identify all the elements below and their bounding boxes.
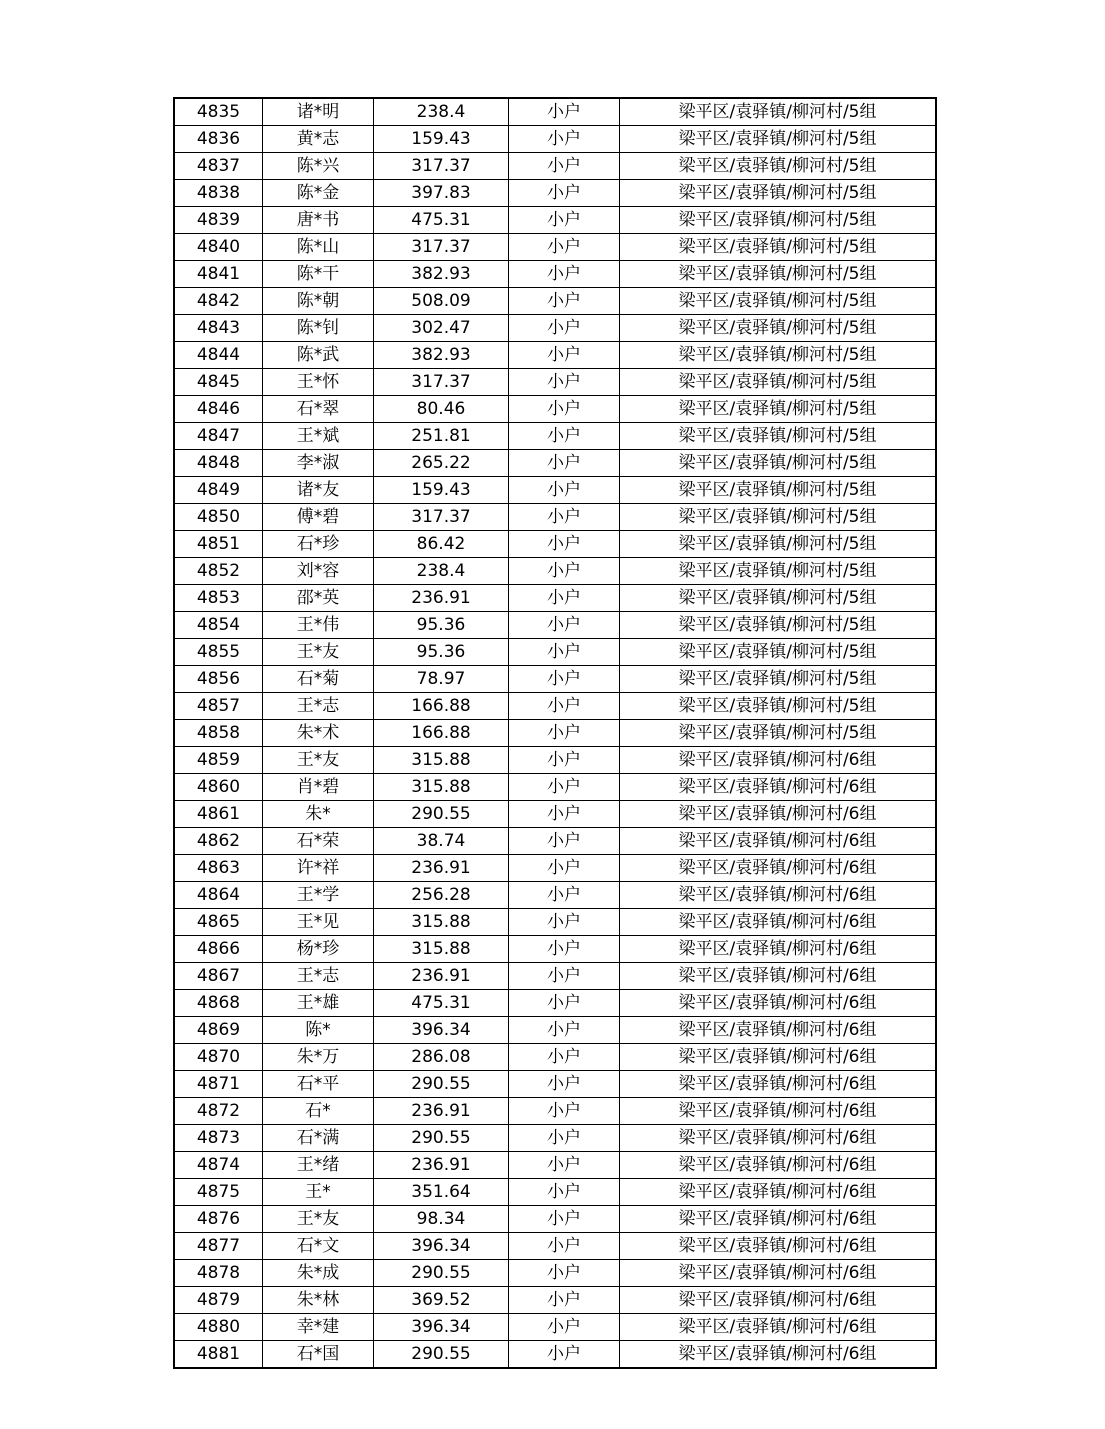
household-type-cell: 小户 (509, 98, 620, 126)
table-row (174, 126, 936, 153)
name-cell: 石*菊 (263, 666, 374, 693)
household-type-cell: 小户 (509, 1098, 620, 1125)
record-id-cell: 4860 (174, 774, 263, 801)
name-cell: 诸*友 (263, 477, 374, 504)
location-cell: 梁平区/袁驿镇/柳河村/6组 (620, 1233, 937, 1260)
name-cell: 王*怀 (263, 369, 374, 396)
household-type-cell: 小户 (509, 126, 620, 153)
location-cell: 梁平区/袁驿镇/柳河村/6组 (620, 1206, 937, 1233)
amount-cell: 290.55 (374, 1260, 509, 1287)
name-cell: 王*学 (263, 882, 374, 909)
name-cell: 王*友 (263, 747, 374, 774)
name-cell: 黄*志 (263, 126, 374, 153)
table-row (174, 1044, 936, 1071)
amount-cell: 475.31 (374, 207, 509, 234)
name-cell: 石*翠 (263, 396, 374, 423)
record-id-cell: 4859 (174, 747, 263, 774)
household-type-cell: 小户 (509, 477, 620, 504)
name-cell: 陈*干 (263, 261, 374, 288)
household-type-cell: 小户 (509, 504, 620, 531)
name-cell: 陈*钊 (263, 315, 374, 342)
household-type-cell: 小户 (509, 855, 620, 882)
record-id-cell: 4838 (174, 180, 263, 207)
amount-cell: 95.36 (374, 639, 509, 666)
table-row (174, 261, 936, 288)
location-cell: 梁平区/袁驿镇/柳河村/5组 (620, 450, 937, 477)
location-cell: 梁平区/袁驿镇/柳河村/6组 (620, 1071, 937, 1098)
name-cell: 邵*英 (263, 585, 374, 612)
household-type-cell: 小户 (509, 1287, 620, 1314)
name-cell: 朱* (263, 801, 374, 828)
amount-cell: 236.91 (374, 855, 509, 882)
household-type-cell: 小户 (509, 288, 620, 315)
record-id-cell: 4846 (174, 396, 263, 423)
household-type-cell: 小户 (509, 693, 620, 720)
amount-cell: 95.36 (374, 612, 509, 639)
household-type-cell: 小户 (509, 801, 620, 828)
table-row (174, 369, 936, 396)
table-row (174, 1071, 936, 1098)
name-cell: 陈*朝 (263, 288, 374, 315)
household-type-cell: 小户 (509, 747, 620, 774)
record-id-cell: 4856 (174, 666, 263, 693)
household-type-cell: 小户 (509, 1152, 620, 1179)
amount-cell: 369.52 (374, 1287, 509, 1314)
amount-cell: 38.74 (374, 828, 509, 855)
location-cell: 梁平区/袁驿镇/柳河村/6组 (620, 1044, 937, 1071)
name-cell: 许*祥 (263, 855, 374, 882)
record-id-cell: 4871 (174, 1071, 263, 1098)
name-cell: 朱*成 (263, 1260, 374, 1287)
amount-cell: 290.55 (374, 1125, 509, 1152)
record-id-cell: 4867 (174, 963, 263, 990)
location-cell: 梁平区/袁驿镇/柳河村/5组 (620, 477, 937, 504)
household-type-cell: 小户 (509, 396, 620, 423)
name-cell: 王*志 (263, 963, 374, 990)
location-cell: 梁平区/袁驿镇/柳河村/6组 (620, 747, 937, 774)
location-cell: 梁平区/袁驿镇/柳河村/6组 (620, 936, 937, 963)
table-row (174, 855, 936, 882)
household-type-cell: 小户 (509, 558, 620, 585)
name-cell: 王*绪 (263, 1152, 374, 1179)
table-row (174, 207, 936, 234)
name-cell: 王*雄 (263, 990, 374, 1017)
table-row (174, 666, 936, 693)
name-cell: 石*满 (263, 1125, 374, 1152)
household-type-cell: 小户 (509, 936, 620, 963)
household-type-cell: 小户 (509, 1233, 620, 1260)
name-cell: 杨*珍 (263, 936, 374, 963)
location-cell: 梁平区/袁驿镇/柳河村/5组 (620, 315, 937, 342)
location-cell: 梁平区/袁驿镇/柳河村/6组 (620, 855, 937, 882)
household-type-cell: 小户 (509, 342, 620, 369)
household-type-cell: 小户 (509, 909, 620, 936)
record-id-cell: 4858 (174, 720, 263, 747)
amount-cell: 236.91 (374, 1098, 509, 1125)
record-id-cell: 4876 (174, 1206, 263, 1233)
location-cell: 梁平区/袁驿镇/柳河村/5组 (620, 180, 937, 207)
table-row (174, 1152, 936, 1179)
household-type-cell: 小户 (509, 1125, 620, 1152)
name-cell: 陈*武 (263, 342, 374, 369)
location-cell: 梁平区/袁驿镇/柳河村/5组 (620, 342, 937, 369)
table-row (174, 1341, 936, 1369)
name-cell: 石*荣 (263, 828, 374, 855)
household-type-cell: 小户 (509, 234, 620, 261)
name-cell: 王*伟 (263, 612, 374, 639)
location-cell: 梁平区/袁驿镇/柳河村/5组 (620, 396, 937, 423)
record-id-cell: 4845 (174, 369, 263, 396)
amount-cell: 238.4 (374, 98, 509, 126)
table-row (174, 531, 936, 558)
name-cell: 诸*明 (263, 98, 374, 126)
amount-cell: 238.4 (374, 558, 509, 585)
household-type-cell: 小户 (509, 666, 620, 693)
record-id-cell: 4854 (174, 612, 263, 639)
amount-cell: 290.55 (374, 801, 509, 828)
table-row (174, 1287, 936, 1314)
amount-cell: 382.93 (374, 342, 509, 369)
record-id-cell: 4835 (174, 98, 263, 126)
amount-cell: 315.88 (374, 936, 509, 963)
record-id-cell: 4870 (174, 1044, 263, 1071)
amount-cell: 317.37 (374, 504, 509, 531)
name-cell: 唐*书 (263, 207, 374, 234)
table-row (174, 639, 936, 666)
household-type-cell: 小户 (509, 720, 620, 747)
amount-cell: 290.55 (374, 1341, 509, 1369)
name-cell: 肖*碧 (263, 774, 374, 801)
amount-cell: 351.64 (374, 1179, 509, 1206)
location-cell: 梁平区/袁驿镇/柳河村/6组 (620, 774, 937, 801)
record-id-cell: 4847 (174, 423, 263, 450)
household-type-cell: 小户 (509, 531, 620, 558)
name-cell: 王*斌 (263, 423, 374, 450)
location-cell: 梁平区/袁驿镇/柳河村/6组 (620, 1341, 937, 1369)
table-row (174, 612, 936, 639)
amount-cell: 251.81 (374, 423, 509, 450)
location-cell: 梁平区/袁驿镇/柳河村/6组 (620, 1260, 937, 1287)
amount-cell: 80.46 (374, 396, 509, 423)
household-type-cell: 小户 (509, 1179, 620, 1206)
location-cell: 梁平区/袁驿镇/柳河村/5组 (620, 693, 937, 720)
name-cell: 王* (263, 1179, 374, 1206)
location-cell: 梁平区/袁驿镇/柳河村/5组 (620, 639, 937, 666)
record-id-cell: 4837 (174, 153, 263, 180)
record-id-cell: 4850 (174, 504, 263, 531)
amount-cell: 166.88 (374, 693, 509, 720)
household-type-cell: 小户 (509, 1260, 620, 1287)
location-cell: 梁平区/袁驿镇/柳河村/6组 (620, 801, 937, 828)
record-id-cell: 4866 (174, 936, 263, 963)
name-cell: 王*友 (263, 1206, 374, 1233)
name-cell: 刘*容 (263, 558, 374, 585)
amount-cell: 317.37 (374, 369, 509, 396)
name-cell: 石* (263, 1098, 374, 1125)
record-id-cell: 4852 (174, 558, 263, 585)
amount-cell: 236.91 (374, 1152, 509, 1179)
location-cell: 梁平区/袁驿镇/柳河村/5组 (620, 234, 937, 261)
record-id-cell: 4873 (174, 1125, 263, 1152)
location-cell: 梁平区/袁驿镇/柳河村/5组 (620, 126, 937, 153)
table-row (174, 1260, 936, 1287)
amount-cell: 396.34 (374, 1017, 509, 1044)
location-cell: 梁平区/袁驿镇/柳河村/6组 (620, 1017, 937, 1044)
table-row (174, 315, 936, 342)
record-id-cell: 4865 (174, 909, 263, 936)
amount-cell: 286.08 (374, 1044, 509, 1071)
table-row (174, 477, 936, 504)
household-type-cell: 小户 (509, 963, 620, 990)
name-cell: 石*国 (263, 1341, 374, 1369)
record-id-cell: 4840 (174, 234, 263, 261)
record-id-cell: 4855 (174, 639, 263, 666)
location-cell: 梁平区/袁驿镇/柳河村/5组 (620, 369, 937, 396)
table-row (174, 585, 936, 612)
table-row (174, 828, 936, 855)
location-cell: 梁平区/袁驿镇/柳河村/5组 (620, 261, 937, 288)
record-id-cell: 4881 (174, 1341, 263, 1369)
table-row (174, 342, 936, 369)
location-cell: 梁平区/袁驿镇/柳河村/6组 (620, 1098, 937, 1125)
name-cell: 陈*金 (263, 180, 374, 207)
table-row (174, 288, 936, 315)
name-cell: 幸*建 (263, 1314, 374, 1341)
amount-cell: 236.91 (374, 585, 509, 612)
table-row (174, 1125, 936, 1152)
record-id-cell: 4844 (174, 342, 263, 369)
table-row (174, 909, 936, 936)
record-id-cell: 4841 (174, 261, 263, 288)
household-type-cell: 小户 (509, 1341, 620, 1369)
name-cell: 朱*术 (263, 720, 374, 747)
household-type-cell: 小户 (509, 1206, 620, 1233)
record-id-cell: 4869 (174, 1017, 263, 1044)
amount-cell: 265.22 (374, 450, 509, 477)
location-cell: 梁平区/袁驿镇/柳河村/6组 (620, 1287, 937, 1314)
amount-cell: 382.93 (374, 261, 509, 288)
location-cell: 梁平区/袁驿镇/柳河村/5组 (620, 288, 937, 315)
amount-cell: 159.43 (374, 477, 509, 504)
household-type-cell: 小户 (509, 423, 620, 450)
amount-cell: 256.28 (374, 882, 509, 909)
household-type-cell: 小户 (509, 207, 620, 234)
table-row (174, 423, 936, 450)
location-cell: 梁平区/袁驿镇/柳河村/6组 (620, 882, 937, 909)
name-cell: 陈*兴 (263, 153, 374, 180)
name-cell: 王*志 (263, 693, 374, 720)
amount-cell: 396.34 (374, 1314, 509, 1341)
amount-cell: 166.88 (374, 720, 509, 747)
table-row (174, 234, 936, 261)
record-id-cell: 4872 (174, 1098, 263, 1125)
location-cell: 梁平区/袁驿镇/柳河村/5组 (620, 153, 937, 180)
location-cell: 梁平区/袁驿镇/柳河村/6组 (620, 1152, 937, 1179)
records-table-body (174, 98, 936, 1368)
record-id-cell: 4864 (174, 882, 263, 909)
name-cell: 陈* (263, 1017, 374, 1044)
household-type-cell: 小户 (509, 882, 620, 909)
name-cell: 石*文 (263, 1233, 374, 1260)
record-id-cell: 4878 (174, 1260, 263, 1287)
amount-cell: 159.43 (374, 126, 509, 153)
location-cell: 梁平区/袁驿镇/柳河村/6组 (620, 963, 937, 990)
amount-cell: 475.31 (374, 990, 509, 1017)
table-row (174, 1179, 936, 1206)
location-cell: 梁平区/袁驿镇/柳河村/6组 (620, 1314, 937, 1341)
amount-cell: 290.55 (374, 1071, 509, 1098)
record-id-cell: 4874 (174, 1152, 263, 1179)
record-id-cell: 4848 (174, 450, 263, 477)
household-type-cell: 小户 (509, 1314, 620, 1341)
table-row (174, 1206, 936, 1233)
amount-cell: 78.97 (374, 666, 509, 693)
location-cell: 梁平区/袁驿镇/柳河村/6组 (620, 1179, 937, 1206)
record-id-cell: 4836 (174, 126, 263, 153)
table-row (174, 1017, 936, 1044)
amount-cell: 397.83 (374, 180, 509, 207)
location-cell: 梁平区/袁驿镇/柳河村/5组 (620, 423, 937, 450)
record-id-cell: 4851 (174, 531, 263, 558)
record-id-cell: 4839 (174, 207, 263, 234)
record-id-cell: 4843 (174, 315, 263, 342)
household-type-cell: 小户 (509, 639, 620, 666)
location-cell: 梁平区/袁驿镇/柳河村/6组 (620, 909, 937, 936)
name-cell: 王*友 (263, 639, 374, 666)
location-cell: 梁平区/袁驿镇/柳河村/5组 (620, 585, 937, 612)
record-id-cell: 4877 (174, 1233, 263, 1260)
household-type-cell: 小户 (509, 1017, 620, 1044)
location-cell: 梁平区/袁驿镇/柳河村/5组 (620, 558, 937, 585)
records-table (173, 97, 937, 1369)
record-id-cell: 4849 (174, 477, 263, 504)
table-row (174, 504, 936, 531)
table-row (174, 1314, 936, 1341)
household-type-cell: 小户 (509, 180, 620, 207)
location-cell: 梁平区/袁驿镇/柳河村/5组 (620, 504, 937, 531)
record-id-cell: 4880 (174, 1314, 263, 1341)
name-cell: 傅*碧 (263, 504, 374, 531)
record-id-cell: 4879 (174, 1287, 263, 1314)
table-row (174, 450, 936, 477)
table-row (174, 801, 936, 828)
table-row (174, 180, 936, 207)
record-id-cell: 4853 (174, 585, 263, 612)
amount-cell: 315.88 (374, 909, 509, 936)
table-row (174, 693, 936, 720)
household-type-cell: 小户 (509, 450, 620, 477)
amount-cell: 508.09 (374, 288, 509, 315)
table-row (174, 720, 936, 747)
amount-cell: 98.34 (374, 1206, 509, 1233)
amount-cell: 315.88 (374, 747, 509, 774)
name-cell: 王*见 (263, 909, 374, 936)
amount-cell: 315.88 (374, 774, 509, 801)
record-id-cell: 4863 (174, 855, 263, 882)
household-type-cell: 小户 (509, 369, 620, 396)
name-cell: 朱*林 (263, 1287, 374, 1314)
household-type-cell: 小户 (509, 828, 620, 855)
location-cell: 梁平区/袁驿镇/柳河村/5组 (620, 207, 937, 234)
name-cell: 李*淑 (263, 450, 374, 477)
amount-cell: 317.37 (374, 153, 509, 180)
household-type-cell: 小户 (509, 585, 620, 612)
location-cell: 梁平区/袁驿镇/柳河村/5组 (620, 612, 937, 639)
household-type-cell: 小户 (509, 1044, 620, 1071)
table-row (174, 98, 936, 126)
record-id-cell: 4868 (174, 990, 263, 1017)
location-cell: 梁平区/袁驿镇/柳河村/5组 (620, 720, 937, 747)
table-row (174, 774, 936, 801)
household-type-cell: 小户 (509, 315, 620, 342)
record-id-cell: 4861 (174, 801, 263, 828)
record-id-cell: 4875 (174, 1179, 263, 1206)
table-row (174, 153, 936, 180)
table-row (174, 747, 936, 774)
amount-cell: 396.34 (374, 1233, 509, 1260)
name-cell: 朱*万 (263, 1044, 374, 1071)
name-cell: 陈*山 (263, 234, 374, 261)
amount-cell: 86.42 (374, 531, 509, 558)
household-type-cell: 小户 (509, 774, 620, 801)
household-type-cell: 小户 (509, 1071, 620, 1098)
location-cell: 梁平区/袁驿镇/柳河村/6组 (620, 1125, 937, 1152)
table-row (174, 936, 936, 963)
amount-cell: 317.37 (374, 234, 509, 261)
amount-cell: 302.47 (374, 315, 509, 342)
record-id-cell: 4842 (174, 288, 263, 315)
location-cell: 梁平区/袁驿镇/柳河村/5组 (620, 98, 937, 126)
location-cell: 梁平区/袁驿镇/柳河村/5组 (620, 531, 937, 558)
household-type-cell: 小户 (509, 153, 620, 180)
table-row (174, 990, 936, 1017)
table-row (174, 963, 936, 990)
household-type-cell: 小户 (509, 261, 620, 288)
table-row (174, 558, 936, 585)
location-cell: 梁平区/袁驿镇/柳河村/6组 (620, 990, 937, 1017)
record-id-cell: 4857 (174, 693, 263, 720)
name-cell: 石*珍 (263, 531, 374, 558)
household-type-cell: 小户 (509, 990, 620, 1017)
amount-cell: 236.91 (374, 963, 509, 990)
record-id-cell: 4862 (174, 828, 263, 855)
table-row (174, 1098, 936, 1125)
table-row (174, 396, 936, 423)
location-cell: 梁平区/袁驿镇/柳河村/5组 (620, 666, 937, 693)
name-cell: 石*平 (263, 1071, 374, 1098)
table-row (174, 882, 936, 909)
household-type-cell: 小户 (509, 612, 620, 639)
table-row (174, 1233, 936, 1260)
location-cell: 梁平区/袁驿镇/柳河村/6组 (620, 828, 937, 855)
